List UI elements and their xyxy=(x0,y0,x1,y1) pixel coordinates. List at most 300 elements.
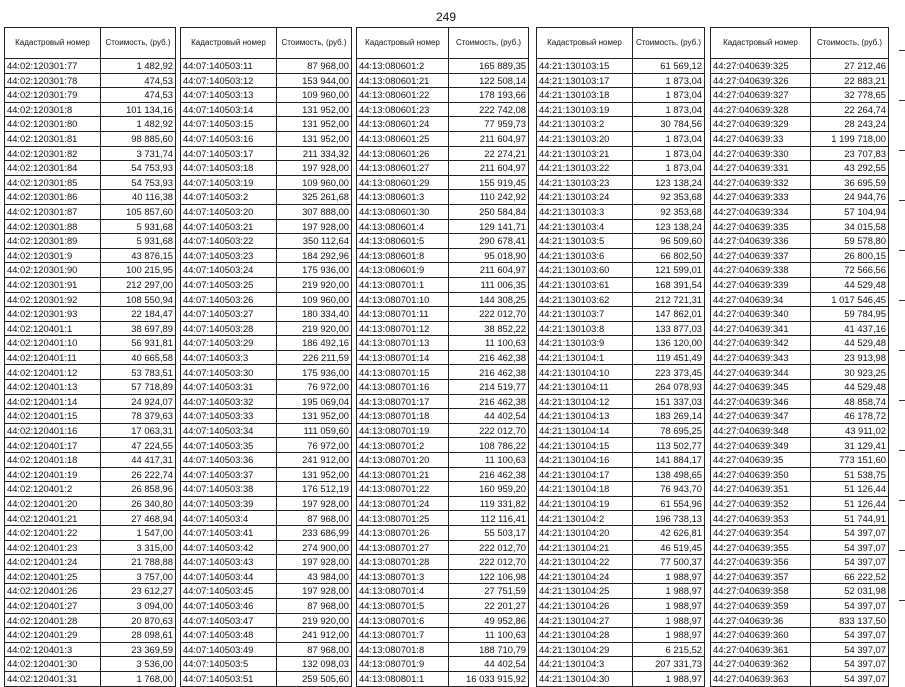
cost-cell: 78 695,25 xyxy=(633,423,705,438)
cadastral-number-cell: 44:02:120301:8 xyxy=(5,102,101,117)
cadastral-number-cell: 44:07:140503:46 xyxy=(181,598,277,613)
cost-cell: 54 397,07 xyxy=(811,671,889,686)
cadastral-number-cell: 44:21:130104:14 xyxy=(537,423,633,438)
cost-cell: 123 138,24 xyxy=(633,219,705,234)
table-row xyxy=(5,59,176,74)
cadastral-number-cell: 44:07:140503:22 xyxy=(181,234,277,249)
table-row xyxy=(357,526,529,541)
page-number: 249 xyxy=(436,10,457,24)
cadastral-number-cell: 44:02:120401:22 xyxy=(5,526,101,541)
cost-cell: 16 033 915,92 xyxy=(449,671,529,686)
cadastral-number-cell: 44:07:140503:2 xyxy=(181,190,277,205)
table-row xyxy=(181,117,352,132)
cadastral-number-cell: 44:27:040639:356 xyxy=(711,555,811,570)
cadastral-number-cell: 44:21:130104:18 xyxy=(537,482,633,497)
table-row xyxy=(711,584,889,599)
cost-cell: 219 920,00 xyxy=(277,613,352,628)
cost-cell: 54 397,07 xyxy=(811,598,889,613)
cost-cell: 21 788,88 xyxy=(101,555,176,570)
cost-cell: 197 928,00 xyxy=(277,584,352,599)
cadastral-number-cell: 44:27:040639:332 xyxy=(711,175,811,190)
cadastral-number-cell: 44:21:130103:22 xyxy=(537,161,633,176)
cost-cell: 1 988,97 xyxy=(633,613,705,628)
table-row xyxy=(5,307,176,322)
cost-cell: 87 968,00 xyxy=(277,598,352,613)
cadastral-number-cell: 44:21:130104:28 xyxy=(537,628,633,643)
cost-cell: 111 059,60 xyxy=(277,423,352,438)
table-row xyxy=(5,380,176,395)
table-row xyxy=(537,219,705,234)
cadastral-number-cell: 44:27:040639:328 xyxy=(711,102,811,117)
cadastral-number-cell: 44:21:130104:24 xyxy=(537,569,633,584)
cadastral-number-cell: 44:02:120301:88 xyxy=(5,219,101,234)
table-row xyxy=(711,555,889,570)
table-row xyxy=(357,671,529,686)
table-row xyxy=(181,263,352,278)
table-row xyxy=(537,642,705,657)
table-row xyxy=(181,146,352,161)
cost-cell: 3 094,00 xyxy=(101,598,176,613)
cost-cell: 56 931,81 xyxy=(101,336,176,351)
cost-cell: 54 397,07 xyxy=(811,526,889,541)
cadastral-number-cell: 44:02:120401:21 xyxy=(5,511,101,526)
cadastral-number-cell: 44:13:080601:30 xyxy=(357,204,449,219)
table-row xyxy=(357,482,529,497)
table-row xyxy=(711,292,889,307)
cadastral-number-cell: 44:13:080701:17 xyxy=(357,394,449,409)
cost-cell: 24 924,07 xyxy=(101,394,176,409)
cadastral-number-cell: 44:07:140503:36 xyxy=(181,453,277,468)
table-row xyxy=(181,453,352,468)
table-row xyxy=(537,248,705,263)
cadastral-number-cell: 44:02:120401:16 xyxy=(5,423,101,438)
table-row xyxy=(5,263,176,278)
cost-cell: 1 988,97 xyxy=(633,628,705,643)
cadastral-number-cell: 44:13:080701:2 xyxy=(357,438,449,453)
cadastral-number-cell: 44:02:120401:15 xyxy=(5,409,101,424)
cadastral-number-cell: 44:02:120401:24 xyxy=(5,555,101,570)
table-row xyxy=(357,540,529,555)
cadastral-number-cell: 44:07:140503:24 xyxy=(181,263,277,278)
cost-cell: 53 783,51 xyxy=(101,365,176,380)
table-row xyxy=(537,657,705,672)
cost-cell: 96 509,60 xyxy=(633,234,705,249)
cadastral-number-cell: 44:21:130103:3 xyxy=(537,204,633,219)
table-row xyxy=(181,292,352,307)
table-row xyxy=(5,292,176,307)
table-row xyxy=(181,613,352,628)
cost-cell: 31 129,41 xyxy=(811,438,889,453)
table-row xyxy=(357,613,529,628)
table-row xyxy=(537,482,705,497)
cadastral-number-cell: 44:27:040639:36 xyxy=(711,613,811,628)
cadastral-number-cell: 44:07:140503:5 xyxy=(181,657,277,672)
table-row xyxy=(357,292,529,307)
table-row xyxy=(5,467,176,482)
cadastral-number-cell: 44:13:080601:27 xyxy=(357,161,449,176)
cadastral-number-cell: 44:21:130103:15 xyxy=(537,59,633,74)
table-row xyxy=(537,540,705,555)
cost-cell: 141 884,17 xyxy=(633,453,705,468)
cost-cell: 27 212,46 xyxy=(811,59,889,74)
cost-cell: 197 928,00 xyxy=(277,555,352,570)
cadastral-number-cell: 44:27:040639:345 xyxy=(711,380,811,395)
table-row xyxy=(711,307,889,322)
table-row xyxy=(5,161,176,176)
cost-cell: 87 968,00 xyxy=(277,642,352,657)
table-row xyxy=(711,277,889,292)
cadastral-number-cell: 44:27:040639:355 xyxy=(711,540,811,555)
table-row xyxy=(5,482,176,497)
table-row xyxy=(711,175,889,190)
cadastral-number-cell: 44:27:040639:333 xyxy=(711,190,811,205)
cadastral-number-cell: 44:27:040639:33 xyxy=(711,131,811,146)
cadastral-number-cell: 44:27:040639:329 xyxy=(711,117,811,132)
cost-cell: 195 069,04 xyxy=(277,394,352,409)
cost-cell: 122 508,14 xyxy=(449,73,529,88)
table-row xyxy=(5,598,176,613)
cost-cell: 290 678,41 xyxy=(449,234,529,249)
cost-cell: 49 952,86 xyxy=(449,613,529,628)
cadastral-number-cell: 44:07:140503:18 xyxy=(181,161,277,176)
table-header-row xyxy=(357,28,529,59)
cost-cell: 112 116,41 xyxy=(449,511,529,526)
cost-cell: 36 695,59 xyxy=(811,175,889,190)
table-row xyxy=(5,438,176,453)
cost-cell: 131 952,00 xyxy=(277,409,352,424)
table-row xyxy=(537,131,705,146)
cadastral-number-cell: 44:07:140503:20 xyxy=(181,204,277,219)
cadastral-number-cell: 44:27:040639:351 xyxy=(711,482,811,497)
cadastral-number-cell: 44:27:040639:360 xyxy=(711,628,811,643)
cadastral-number-cell: 44:21:130104:15 xyxy=(537,438,633,453)
column-header-cost: Стоимость, (руб.) xyxy=(633,28,705,59)
table-row xyxy=(711,598,889,613)
cost-cell: 5 931,68 xyxy=(101,234,176,249)
cost-cell: 47 224,55 xyxy=(101,438,176,453)
cadastral-number-cell: 44:02:120301:87 xyxy=(5,204,101,219)
cadastral-number-cell: 44:02:120301:93 xyxy=(5,307,101,322)
cost-cell: 92 353,68 xyxy=(633,204,705,219)
cadastral-number-cell: 44:02:120401:28 xyxy=(5,613,101,628)
cost-cell: 211 604,97 xyxy=(449,263,529,278)
cost-cell: 51 126,44 xyxy=(811,482,889,497)
cadastral-number-cell: 44:21:130104:21 xyxy=(537,540,633,555)
cadastral-number-cell: 44:21:130104:11 xyxy=(537,380,633,395)
table-row xyxy=(537,453,705,468)
cadastral-number-cell: 44:27:040639:331 xyxy=(711,161,811,176)
table-row xyxy=(711,146,889,161)
table-header-row xyxy=(181,28,352,59)
cadastral-number-cell: 44:21:130104:13 xyxy=(537,409,633,424)
cadastral-number-cell: 44:13:080601:8 xyxy=(357,248,449,263)
cost-cell: 175 936,00 xyxy=(277,365,352,380)
table-row xyxy=(181,336,352,351)
cost-cell: 180 334,40 xyxy=(277,307,352,322)
table-row xyxy=(5,117,176,132)
cost-cell: 98 885,60 xyxy=(101,131,176,146)
cadastral-number-cell: 44:02:120301:89 xyxy=(5,234,101,249)
cadastral-number-cell: 44:21:130104:25 xyxy=(537,584,633,599)
cost-cell: 23 369,59 xyxy=(101,642,176,657)
column-header-cadastral-number: Кадастровый номер xyxy=(5,28,101,59)
cadastral-number-cell: 44:13:080701:4 xyxy=(357,584,449,599)
cost-cell: 132 098,03 xyxy=(277,657,352,672)
cost-cell: 1 199 718,00 xyxy=(811,131,889,146)
table-row xyxy=(181,73,352,88)
cost-cell: 1 017 546,45 xyxy=(811,292,889,307)
cadastral-number-cell: 44:27:040639:362 xyxy=(711,657,811,672)
cost-cell: 38 697,89 xyxy=(101,321,176,336)
cost-cell: 1 547,00 xyxy=(101,526,176,541)
cadastral-number-cell: 44:02:120301:80 xyxy=(5,117,101,132)
cadastral-number-cell: 44:02:120401:20 xyxy=(5,496,101,511)
cost-cell: 54 397,07 xyxy=(811,657,889,672)
table-row xyxy=(5,540,176,555)
cadastral-number-cell: 44:07:140503:25 xyxy=(181,277,277,292)
cost-cell: 131 952,00 xyxy=(277,131,352,146)
table-row xyxy=(537,307,705,322)
cadastral-number-cell: 44:13:080701:11 xyxy=(357,307,449,322)
cost-cell: 76 943,70 xyxy=(633,482,705,497)
cadastral-number-cell: 44:07:140503:13 xyxy=(181,88,277,103)
cadastral-number-cell: 44:02:120401:2 xyxy=(5,482,101,497)
table-row xyxy=(181,161,352,176)
cost-cell: 214 519,77 xyxy=(449,380,529,395)
table-row xyxy=(5,423,176,438)
cadastral-number-cell: 44:07:140503:48 xyxy=(181,628,277,643)
cadastral-number-cell: 44:13:080601:29 xyxy=(357,175,449,190)
cadastral-number-cell: 44:13:080601:22 xyxy=(357,88,449,103)
cadastral-number-cell: 44:07:140503:42 xyxy=(181,540,277,555)
cadastral-number-cell: 44:02:120301:85 xyxy=(5,175,101,190)
cost-cell: 144 308,25 xyxy=(449,292,529,307)
cadastral-number-cell: 44:21:130104:3 xyxy=(537,657,633,672)
table-row xyxy=(711,409,889,424)
cadastral-number-cell: 44:07:140503:51 xyxy=(181,671,277,686)
cadastral-number-cell: 44:13:080701:15 xyxy=(357,365,449,380)
cost-cell: 183 269,14 xyxy=(633,409,705,424)
cadastral-number-cell: 44:13:080701:3 xyxy=(357,569,449,584)
cost-cell: 226 211,59 xyxy=(277,350,352,365)
table-row xyxy=(357,453,529,468)
cost-cell: 23 612,27 xyxy=(101,584,176,599)
cost-cell: 212 721,31 xyxy=(633,292,705,307)
table-row xyxy=(537,365,705,380)
cost-cell: 44 529,48 xyxy=(811,336,889,351)
table-row xyxy=(357,175,529,190)
cadastral-number-cell: 44:07:140503:3 xyxy=(181,350,277,365)
cost-cell: 241 912,00 xyxy=(277,628,352,643)
cost-cell: 46 178,72 xyxy=(811,409,889,424)
cadastral-number-cell: 44:27:040639:336 xyxy=(711,234,811,249)
cost-cell: 197 928,00 xyxy=(277,496,352,511)
cadastral-number-cell: 44:13:080601:26 xyxy=(357,146,449,161)
cadastral-number-cell: 44:07:140503:49 xyxy=(181,642,277,657)
cadastral-number-cell: 44:27:040639:347 xyxy=(711,409,811,424)
table-row xyxy=(357,234,529,249)
table-row xyxy=(5,102,176,117)
cost-cell: 23 707,83 xyxy=(811,146,889,161)
cost-cell: 26 800,15 xyxy=(811,248,889,263)
cost-cell: 168 391,54 xyxy=(633,277,705,292)
table-row xyxy=(711,613,889,628)
table-row xyxy=(537,292,705,307)
table-row xyxy=(5,146,176,161)
cadastral-number-cell: 44:21:130103:6 xyxy=(537,248,633,263)
table-row xyxy=(5,657,176,672)
cadastral-number-cell: 44:02:120401:1 xyxy=(5,321,101,336)
cost-cell: 222 012,70 xyxy=(449,555,529,570)
table-row xyxy=(537,59,705,74)
cadastral-number-cell: 44:02:120301:78 xyxy=(5,73,101,88)
cost-cell: 259 505,60 xyxy=(277,671,352,686)
table-row xyxy=(5,277,176,292)
cadastral-number-cell: 44:02:120301:90 xyxy=(5,263,101,278)
cost-cell: 350 112,64 xyxy=(277,234,352,249)
cadastral-number-cell: 44:02:120401:11 xyxy=(5,350,101,365)
cost-cell: 55 503,17 xyxy=(449,526,529,541)
table-row xyxy=(537,598,705,613)
table-row xyxy=(181,598,352,613)
cost-cell: 474,53 xyxy=(101,73,176,88)
table-row xyxy=(357,496,529,511)
table-row xyxy=(537,511,705,526)
cadastral-number-cell: 44:07:140503:47 xyxy=(181,613,277,628)
table-row xyxy=(357,423,529,438)
cost-cell: 1 873,04 xyxy=(633,88,705,103)
cadastral-number-cell: 44:07:140503:33 xyxy=(181,409,277,424)
cadastral-number-cell: 44:07:140503:12 xyxy=(181,73,277,88)
table-row xyxy=(5,73,176,88)
cadastral-number-cell: 44:27:040639:341 xyxy=(711,321,811,336)
cadastral-number-cell: 44:21:130104:20 xyxy=(537,526,633,541)
cadastral-number-cell: 44:21:130104:26 xyxy=(537,598,633,613)
cadastral-number-cell: 44:21:130104:19 xyxy=(537,496,633,511)
cadastral-number-cell: 44:13:080701:19 xyxy=(357,423,449,438)
table-row xyxy=(537,409,705,424)
cost-cell: 17 063,31 xyxy=(101,423,176,438)
table-row xyxy=(537,671,705,686)
table-row xyxy=(711,350,889,365)
cost-cell: 151 337,03 xyxy=(633,394,705,409)
cost-cell: 223 373,45 xyxy=(633,365,705,380)
table-row xyxy=(5,365,176,380)
table-row xyxy=(181,423,352,438)
table-row xyxy=(711,219,889,234)
table-row xyxy=(537,263,705,278)
table-row xyxy=(357,569,529,584)
cadastral-number-cell: 44:07:140503:27 xyxy=(181,307,277,322)
cadastral-number-cell: 44:07:140503:39 xyxy=(181,496,277,511)
cadastral-number-cell: 44:13:080701:5 xyxy=(357,598,449,613)
table-body xyxy=(357,59,529,687)
table-row xyxy=(5,555,176,570)
cost-cell: 1 988,97 xyxy=(633,584,705,599)
table-row xyxy=(5,453,176,468)
cadastral-number-cell: 44:07:140503:45 xyxy=(181,584,277,599)
table-row xyxy=(711,482,889,497)
cost-cell: 3 731,74 xyxy=(101,146,176,161)
cost-cell: 22 264,74 xyxy=(811,102,889,117)
cost-cell: 54 753,93 xyxy=(101,175,176,190)
cost-cell: 57 718,89 xyxy=(101,380,176,395)
cadastral-number-cell: 44:21:130103:17 xyxy=(537,73,633,88)
cost-cell: 108 550,94 xyxy=(101,292,176,307)
cadastral-number-cell: 44:21:130104:12 xyxy=(537,394,633,409)
table-row xyxy=(181,482,352,497)
cost-cell: 59 578,80 xyxy=(811,234,889,249)
table-row xyxy=(357,409,529,424)
cost-cell: 20 870,63 xyxy=(101,613,176,628)
table-row xyxy=(5,642,176,657)
cost-cell: 77 959,73 xyxy=(449,117,529,132)
cost-cell: 222 012,70 xyxy=(449,540,529,555)
table-row xyxy=(5,131,176,146)
cadastral-number-cell: 44:21:130103:4 xyxy=(537,219,633,234)
cost-cell: 54 397,07 xyxy=(811,642,889,657)
cost-cell: 95 018,90 xyxy=(449,248,529,263)
cadastral-number-cell: 44:27:040639:346 xyxy=(711,394,811,409)
cost-cell: 1 873,04 xyxy=(633,73,705,88)
cost-cell: 77 500,37 xyxy=(633,555,705,570)
cadastral-number-cell: 44:21:130103:23 xyxy=(537,175,633,190)
table-row xyxy=(711,496,889,511)
cadastral-number-cell: 44:02:120301:79 xyxy=(5,88,101,103)
cadastral-table-4 xyxy=(536,27,705,687)
cadastral-number-cell: 44:07:140503:4 xyxy=(181,511,277,526)
table-row xyxy=(537,336,705,351)
table-row xyxy=(181,88,352,103)
cost-cell: 11 100,63 xyxy=(449,453,529,468)
cost-cell: 121 599,01 xyxy=(633,263,705,278)
table-row xyxy=(357,146,529,161)
table-row xyxy=(181,307,352,322)
cadastral-number-cell: 44:13:080701:7 xyxy=(357,628,449,643)
table-row xyxy=(537,204,705,219)
cost-cell: 216 462,38 xyxy=(449,394,529,409)
cost-cell: 1 873,04 xyxy=(633,102,705,117)
cadastral-number-cell: 44:13:080601:23 xyxy=(357,102,449,117)
table-row xyxy=(357,161,529,176)
table-row xyxy=(357,438,529,453)
cadastral-number-cell: 44:02:120401:13 xyxy=(5,380,101,395)
table-row xyxy=(181,234,352,249)
cadastral-number-cell: 44:13:080701:13 xyxy=(357,336,449,351)
table-row xyxy=(711,423,889,438)
table-row xyxy=(711,321,889,336)
cost-cell: 165 889,35 xyxy=(449,59,529,74)
cost-cell: 54 753,93 xyxy=(101,161,176,176)
cost-cell: 11 100,63 xyxy=(449,336,529,351)
cost-cell: 27 751,59 xyxy=(449,584,529,599)
cadastral-number-cell: 44:13:080801:1 xyxy=(357,671,449,686)
table-row xyxy=(537,526,705,541)
cadastral-number-cell: 44:02:120401:31 xyxy=(5,671,101,686)
cadastral-number-cell: 44:02:120301:92 xyxy=(5,292,101,307)
cost-cell: 153 944,00 xyxy=(277,73,352,88)
table-row xyxy=(711,131,889,146)
cadastral-number-cell: 44:07:140503:19 xyxy=(181,175,277,190)
table-row xyxy=(5,204,176,219)
cost-cell: 1 988,97 xyxy=(633,671,705,686)
cost-cell: 184 292,96 xyxy=(277,248,352,263)
cost-cell: 1 482,92 xyxy=(101,59,176,74)
cadastral-number-cell: 44:27:040639:326 xyxy=(711,73,811,88)
table-row xyxy=(5,321,176,336)
cost-cell: 22 184,47 xyxy=(101,307,176,322)
cadastral-number-cell: 44:13:080601:2 xyxy=(357,59,449,74)
